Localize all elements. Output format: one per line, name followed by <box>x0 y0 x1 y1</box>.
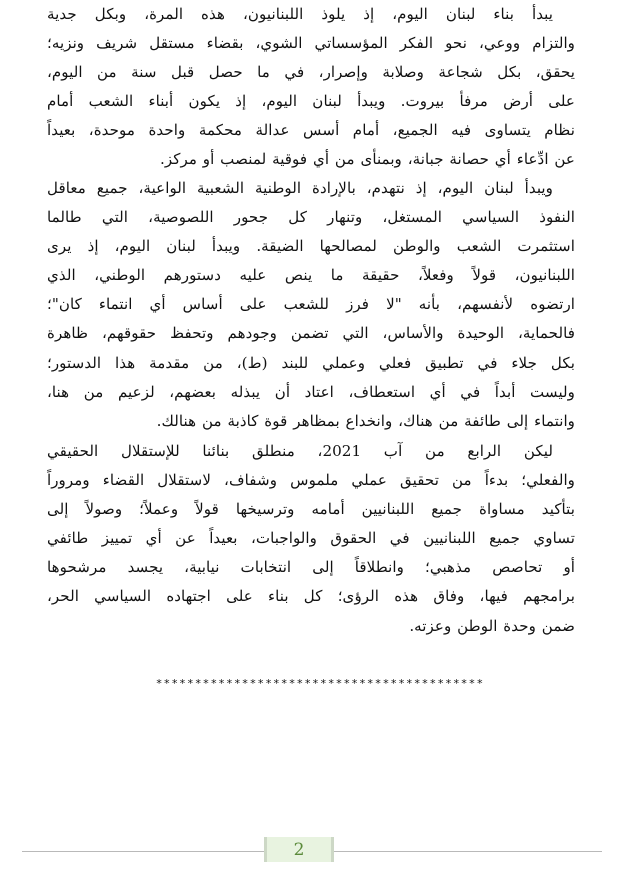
paragraph <box>47 437 575 641</box>
paragraph <box>47 174 575 436</box>
paragraph-line: على أرض مرفأ بيروت. ويبدأ لبنان اليوم، إذ يكون أبناء الشعب أمام <box>47 92 575 111</box>
paragraph-line: بتأكيد مساواة جميع اللبنانيين أمامه وترسيخها قولاً وعملاً؛ وصولاً إلى <box>47 500 575 519</box>
paragraph-line: ارتضوه لأنفسهم، بأنه "لا فرز للشعب على أساس أي انتماء كان"؛ <box>47 295 575 314</box>
paragraph-line: فالحماية، الوحيدة والأساس، التي تضمن وجودهم وتحفظ حقوقهم، ظاهرة <box>47 324 575 343</box>
paragraph-line: استثمرت الشعب والوطن لمصالحها الضيقة. ويبدأ لبنان اليوم، إذ يرى <box>47 237 575 256</box>
page-number-box <box>264 837 334 862</box>
paragraph-line: وانتماء إلى طائفة من هناك، وانخداع بمظاهر قوة كاذبة من هنالك. <box>156 411 575 430</box>
paragraph-line: اللبنانيون، قولاً وفعلاً، حقيقة ما ينص عليه دستورهم الوطني، الذي <box>47 266 575 285</box>
paragraph-line: يحقق، بكل شجاعة وصلابة وإصرار، في ما حصل قبل سنة من اليوم، <box>47 63 575 82</box>
paragraph-line: يبدأ بناء لبنان اليوم، إذ يلوذ اللبنانيون، هذه المرة، وبكل جدية <box>47 5 553 23</box>
paragraph-line: النفوذ السياسي المستغل، وتنهار كل جحور اللصوصية، التي طالما <box>47 208 575 227</box>
paragraph <box>47 0 575 175</box>
paragraph-line: والتزام ووعي، نحو الفكر المؤسساتي الشوي، بقضاء مستقل شريف ونزيه؛ <box>47 34 575 53</box>
paragraph-line: بكل جلاء في تطبيق فعلي وعملي للبند (ط)، من مقدمة هذا الدستور؛ <box>47 353 575 372</box>
paragraph-line: والفعلي؛ بدءاً من تحقيق عملي ملموس وشفاف، لاستقلال القضاء ومروراً <box>47 471 575 490</box>
paragraph-line: تساوي جميع اللبنانيين في الحقوق والواجبات، بعيداً عن أي تمييز طائفي <box>47 529 575 548</box>
paragraph-line: نظام يتساوى فيه الجميع، أمام أسس عدالة محكمة واحدة موحدة، بعيداً <box>47 121 575 140</box>
page-number: 2 <box>293 839 305 860</box>
paragraph-line: ضمن وحدة الوطن وعزته. <box>409 616 575 635</box>
paragraph-line: عن ادِّعاء أي حصانة جبانة، وبمنأى من أي فوقية لمنصب أو مركز. <box>160 150 575 169</box>
paragraph-line: أو تحاصص مذهبي؛ وانطلاقاً إلى انتخابات نيابية، يجسد مرشحوها <box>47 558 575 577</box>
paragraph-line: ليكن الرابع من آب 2021، منطلق بنائنا للإستقلال الحقيقي <box>47 442 553 460</box>
section-separator: ****************************************** <box>155 677 485 690</box>
paragraph-line: برامجهم فيها، وفاق هذه الرؤى؛ كل بناء على اجتهاده السياسي الحر، <box>47 587 575 606</box>
paragraph-line: وليست أبداً في أي استعطاف، اعتاد أن يبذله بعضهم، لزعيم من هنا، <box>47 382 575 401</box>
paragraph-line: ويبدأ لبنان اليوم، إذ نتهدم، بالإرادة الوطنية الشعبية الواعية، جميع معاقل <box>47 179 553 197</box>
